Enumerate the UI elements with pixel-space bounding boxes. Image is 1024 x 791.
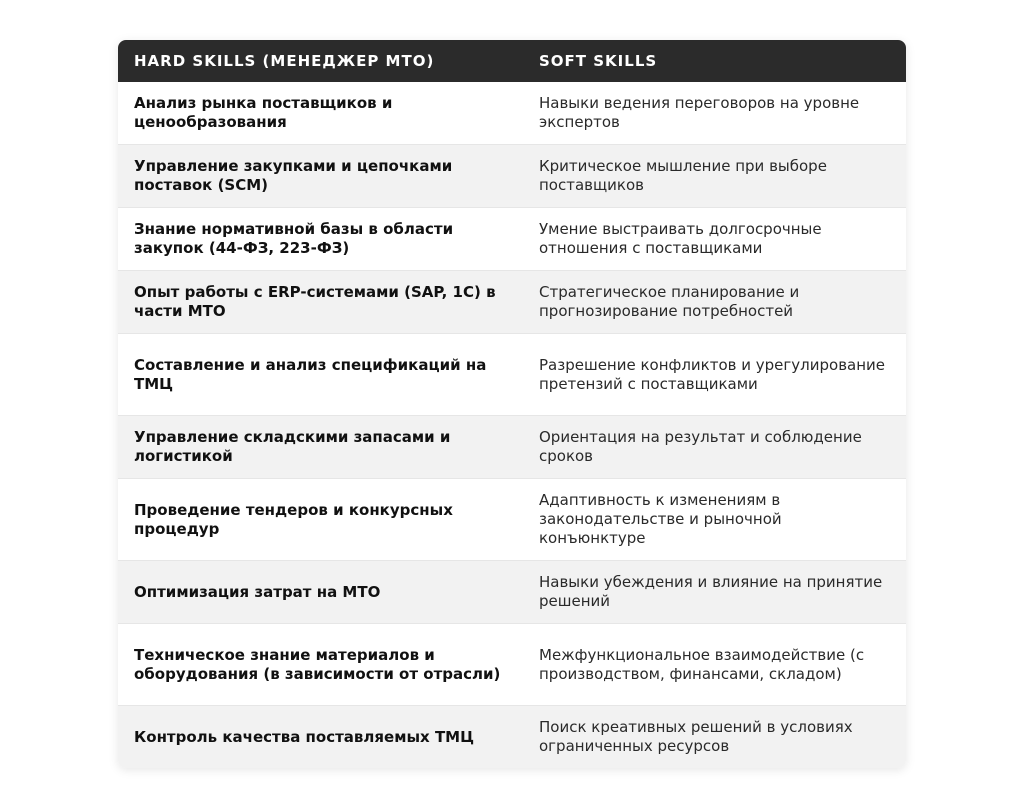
hard-skill-cell: Составление и анализ спецификаций на ТМЦ [118,334,523,416]
soft-skill-cell: Ориентация на результат и соблюдение сроков [523,416,906,479]
soft-skill-cell: Критическое мышление при выборе поставщиков [523,145,906,208]
table-row [118,624,906,706]
table-row [118,82,906,145]
hard-skill-cell: Опыт работы с ERP-системами (SAP, 1С) в части МТО [118,271,523,334]
table-row [118,334,906,416]
hard-skill-cell: Контроль качества поставляемых ТМЦ [118,706,523,769]
soft-skill-cell: Навыки убеждения и влияние на принятие решений [523,561,906,624]
table-row [118,561,906,624]
soft-skill-cell: Разрешение конфликтов и урегулирование претензий с поставщиками [523,334,906,416]
header-hard-skills: HARD SKILLS (МЕНЕДЖЕР МТО) [118,40,523,82]
table-row [118,208,906,271]
table-row [118,145,906,208]
soft-skill-cell: Навыки ведения переговоров на уровне экспертов [523,82,906,145]
hard-skill-cell: Техническое знание материалов и оборудования (в зависимости от отрасли) [118,624,523,706]
hard-skill-cell: Знание нормативной базы в области закупок (44-ФЗ, 223-ФЗ) [118,208,523,271]
skills-table [118,40,906,768]
table-row [118,271,906,334]
table-header-row [118,40,906,82]
skills-table-container [118,40,906,768]
soft-skill-cell: Стратегическое планирование и прогнозирование потребностей [523,271,906,334]
soft-skill-cell: Адаптивность к изменениям в законодательстве и рыночной конъюнктуре [523,479,906,561]
hard-skill-cell: Оптимизация затрат на МТО [118,561,523,624]
table-row [118,706,906,769]
hard-skill-cell: Управление закупками и цепочками поставок (SCM) [118,145,523,208]
soft-skill-cell: Межфункциональное взаимодействие (с производством, финансами, складом) [523,624,906,706]
hard-skill-cell: Проведение тендеров и конкурсных процедур [118,479,523,561]
hard-skill-cell: Анализ рынка поставщиков и ценообразования [118,82,523,145]
header-soft-skills: SOFT SKILLS [523,40,906,82]
soft-skill-cell: Поиск креативных решений в условиях ограниченных ресурсов [523,706,906,769]
soft-skill-cell: Умение выстраивать долгосрочные отношения с поставщиками [523,208,906,271]
table-row [118,479,906,561]
hard-skill-cell: Управление складскими запасами и логистикой [118,416,523,479]
table-row [118,416,906,479]
